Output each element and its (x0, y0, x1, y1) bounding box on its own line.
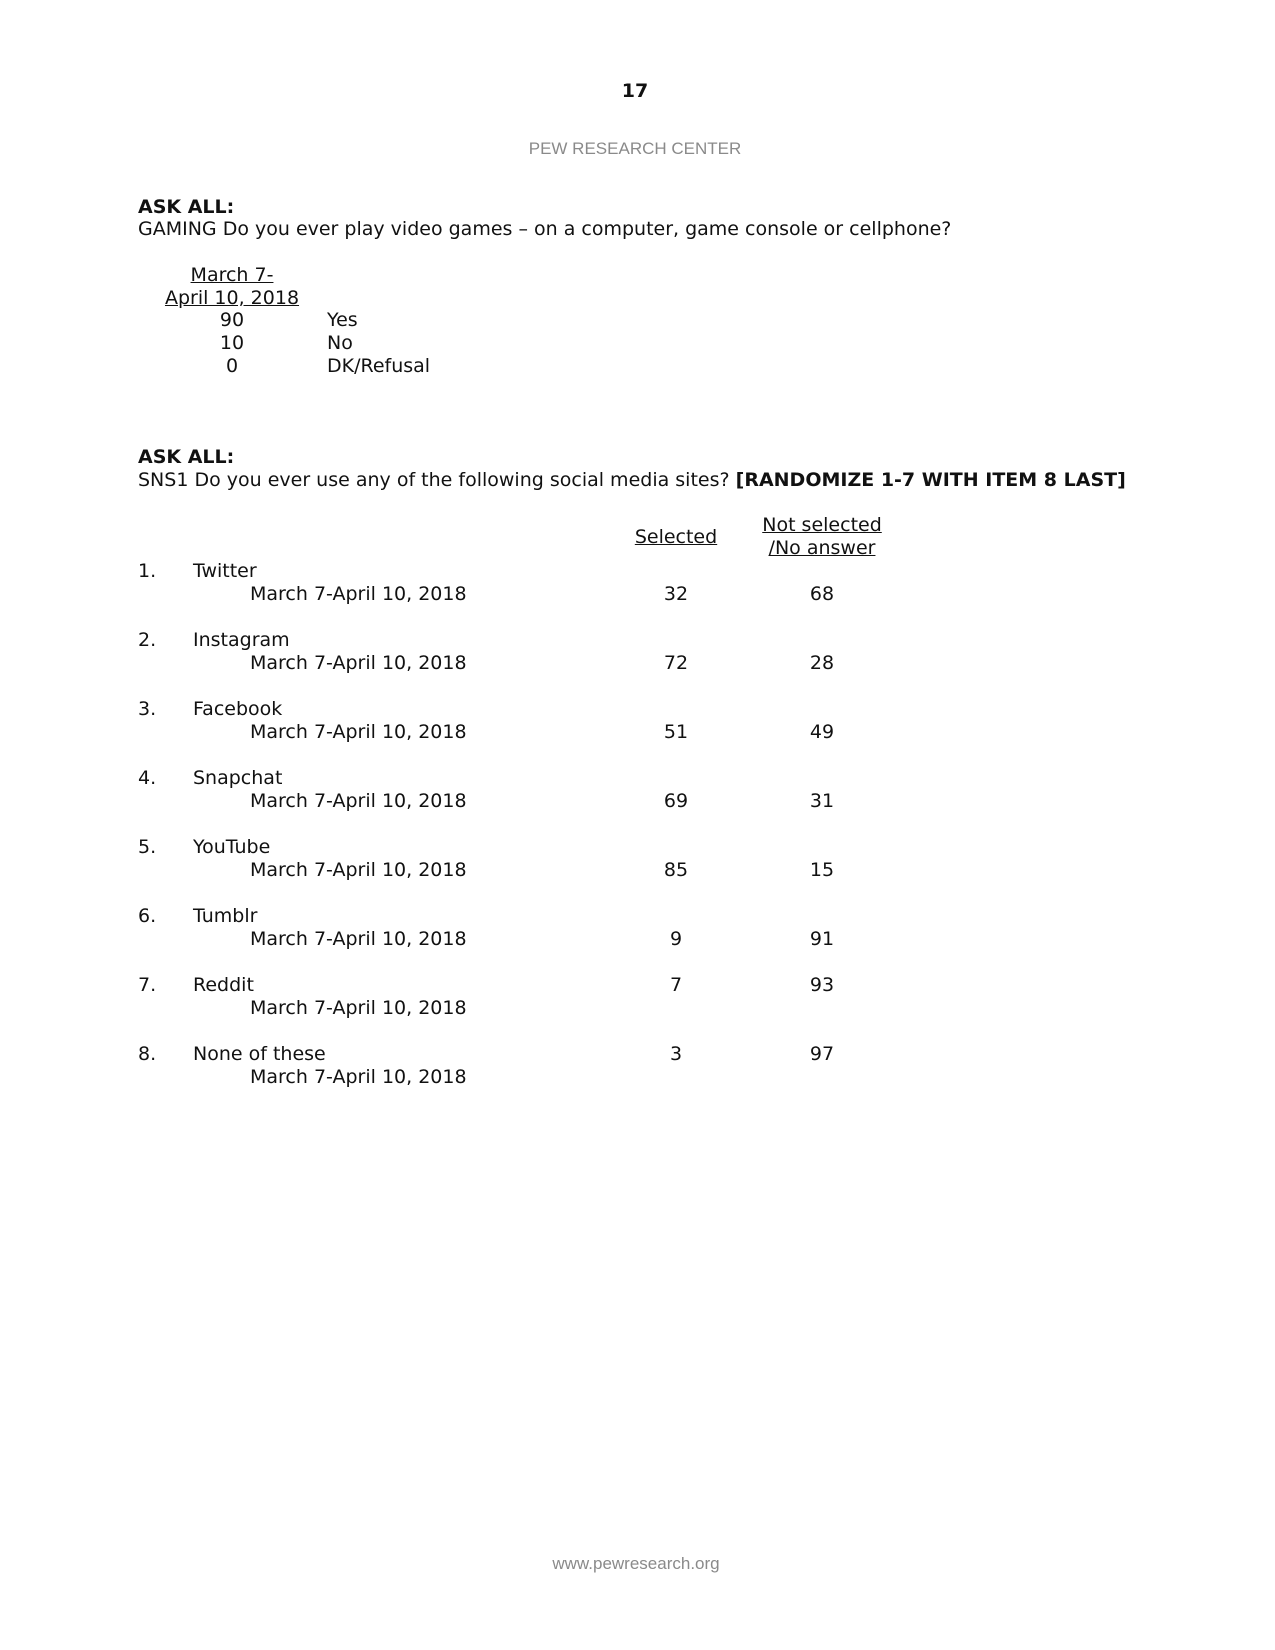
item-not-selected: 97 (809, 1043, 835, 1065)
item-number: 3. (138, 698, 157, 720)
item-number: 1. (138, 560, 157, 582)
item-not-selected: 28 (809, 652, 835, 674)
item-selected: 72 (663, 652, 689, 674)
item-selected: 7 (669, 974, 683, 996)
footer-url[interactable]: www.pewresearch.org (552, 1554, 720, 1573)
item-not-selected: 31 (809, 790, 835, 812)
item-number: 8. (138, 1043, 157, 1065)
page-number: 17 (621, 80, 649, 102)
col-header-not-selected-1: Not selected (762, 514, 882, 536)
gaming-ask-all: ASK ALL: (138, 196, 235, 218)
item-name: YouTube (193, 836, 271, 858)
item-name: Tumblr (193, 905, 258, 927)
org-header: PEW RESEARCH CENTER (528, 139, 742, 158)
gaming-value-no: 10 (219, 332, 245, 354)
item-date: March 7-April 10, 2018 (250, 859, 467, 881)
gaming-value-yes: 90 (219, 309, 245, 331)
item-selected: 32 (663, 583, 689, 605)
item-selected: 3 (669, 1043, 683, 1065)
item-number: 2. (138, 629, 157, 651)
sns1-ask-all: ASK ALL: (138, 446, 235, 468)
col-header-not-selected-2: /No answer (768, 537, 876, 559)
item-number: 4. (138, 767, 157, 789)
item-name: Instagram (193, 629, 290, 651)
item-not-selected: 49 (809, 721, 835, 743)
item-not-selected: 91 (809, 928, 835, 950)
gaming-date-line2: April 10, 2018 (164, 287, 300, 309)
item-date: March 7-April 10, 2018 (250, 652, 467, 674)
item-name: Reddit (193, 974, 254, 996)
item-date: March 7-April 10, 2018 (250, 583, 467, 605)
item-number: 6. (138, 905, 157, 927)
item-name: Snapchat (193, 767, 283, 789)
item-selected: 85 (663, 859, 689, 881)
item-date: March 7-April 10, 2018 (250, 721, 467, 743)
item-number: 7. (138, 974, 157, 996)
item-date: March 7-April 10, 2018 (250, 997, 467, 1019)
item-not-selected: 68 (809, 583, 835, 605)
item-name: None of these (193, 1043, 326, 1065)
item-date: March 7-April 10, 2018 (250, 790, 467, 812)
item-number: 5. (138, 836, 157, 858)
sns1-question-line (138, 469, 1126, 491)
gaming-question: GAMING Do you ever play video games – on a computer, game console or cellphone? (138, 218, 952, 240)
item-not-selected: 15 (809, 859, 835, 881)
item-date: March 7-April 10, 2018 (250, 928, 467, 950)
item-name: Twitter (193, 560, 257, 582)
item-selected: 9 (669, 928, 683, 950)
item-selected: 69 (663, 790, 689, 812)
item-date: March 7-April 10, 2018 (250, 1066, 467, 1088)
gaming-value-dk: 0 (225, 355, 239, 377)
item-not-selected: 93 (809, 974, 835, 996)
item-selected: 51 (663, 721, 689, 743)
gaming-label-yes: Yes (327, 309, 358, 331)
gaming-label-dk: DK/Refusal (327, 355, 431, 377)
sns1-instruction: [RANDOMIZE 1-7 WITH ITEM 8 LAST] (735, 469, 1126, 491)
sns1-question: SNS1 Do you ever use any of the following social media sites? (138, 469, 730, 491)
gaming-date-line1: March 7- (190, 264, 274, 286)
gaming-label-no: No (327, 332, 353, 354)
col-header-selected: Selected (634, 526, 718, 548)
item-name: Facebook (193, 698, 283, 720)
